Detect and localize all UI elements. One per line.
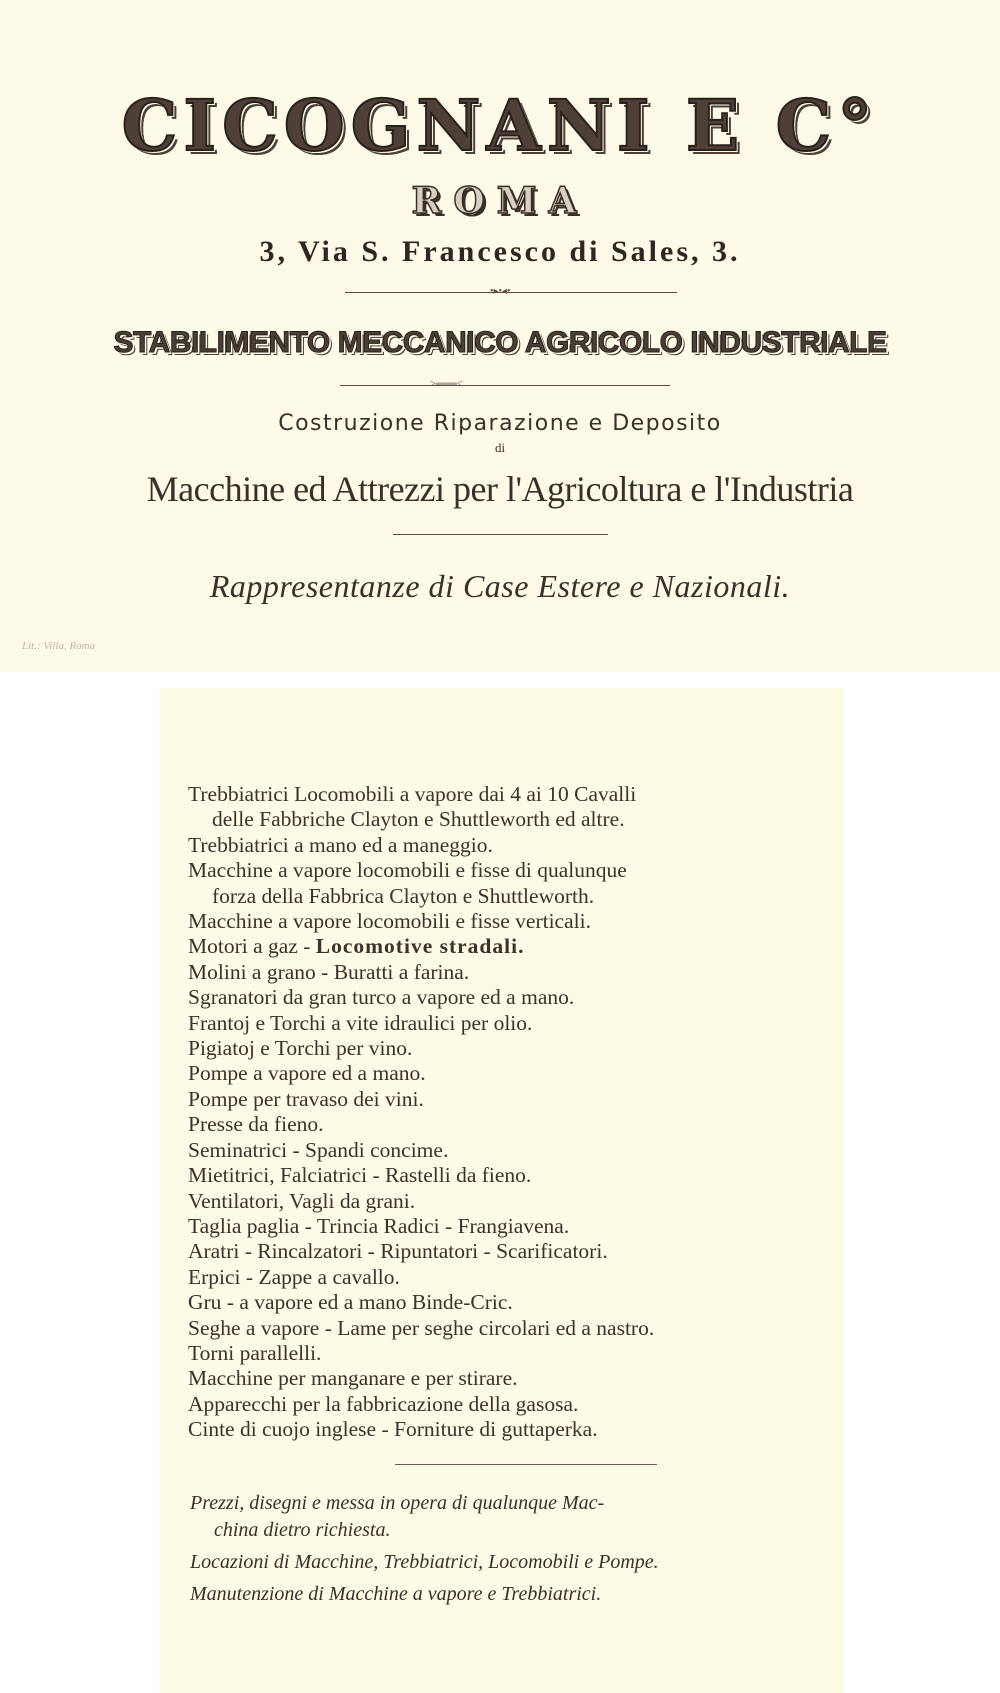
list-item: Taglia paglia - Trincia Radici - Frangiavena. <box>188 1213 570 1238</box>
note-line: Locazioni di Macchine, Trebbiatrici, Locomobili e Pompe. <box>190 1551 659 1573</box>
representation-line: Rappresentanze di Case Estere e Nazionali. <box>209 568 791 604</box>
address: 3, Via S. Francesco di Sales, 3. <box>259 235 741 268</box>
di-text: di <box>494 440 506 455</box>
list-item: Seminatrici - Spandi concime. <box>188 1137 449 1162</box>
note-line: china dietro richiesta. <box>214 1519 391 1541</box>
divider <box>345 292 677 293</box>
list-item: Trebbiatrici a mano ed a maneggio. <box>188 832 493 857</box>
services-line: Costruzione Riparazione e Deposito <box>278 411 722 436</box>
list-item: Gru - a vapore ed a mano Binde-Cric. <box>188 1290 513 1315</box>
list-item: Pigiatoj e Torchi per vino. <box>188 1036 413 1061</box>
list-item: Pompe a vapore ed a mano. <box>188 1061 426 1086</box>
list-item: Molini a grano - Buratti a farina. <box>188 959 470 984</box>
company-name: CICOGNANI E C° <box>121 84 879 167</box>
list-item: Frantoj e Torchi a vite idraulici per olio. <box>188 1010 533 1035</box>
divider <box>393 534 608 535</box>
list-item <box>188 934 654 959</box>
list-item-text: Motori a gaz - <box>188 934 316 959</box>
list-item: Sgranatori da gran turco a vapore ed a mano. <box>188 985 575 1010</box>
divider-ornament: >═══< <box>430 379 463 390</box>
list-item: Erpici - Zappe a cavallo. <box>188 1264 400 1289</box>
divider <box>340 385 670 386</box>
list-item: Aratri - Rincalzatori - Ripuntatori - Scarificatori. <box>188 1239 608 1264</box>
note-line: Manutenzione di Macchine a vapore e Trebbiatrici. <box>190 1583 602 1605</box>
note-line: Prezzi, disegni e messa in opera di qualunque Mac- <box>190 1492 605 1514</box>
list-item: Pompe per travaso dei vini. <box>188 1086 424 1111</box>
list-item: Macchine per manganare e per stirare. <box>188 1366 518 1391</box>
divider <box>395 1464 657 1465</box>
list-item: Ventilatori, Vagli da grani. <box>188 1188 416 1213</box>
list-item: Presse da fieno. <box>188 1112 324 1137</box>
list-item: Cinte di cuojo inglese - Forniture di guttaperka. <box>188 1417 598 1442</box>
list-item: Trebbiatrici Locomobili a vapore dai 4 ai 10 Cavalli <box>188 782 637 806</box>
list-item: Mietitrici, Falciatrici - Rastelli da fieno. <box>188 1163 532 1188</box>
list-item: forza della Fabbrica Clayton e Shuttleworth. <box>212 883 595 908</box>
notes <box>190 1490 659 1608</box>
list-item: Torni parallelli. <box>188 1340 322 1365</box>
list-item: Macchine a vapore locomobili e fisse di qualunque <box>188 858 627 883</box>
printer-mark: Lit.: Villa, Roma <box>22 640 96 652</box>
divider-ornament: •▸•◂• <box>490 286 511 297</box>
product-list <box>188 782 654 1443</box>
city: ROMA <box>411 180 589 222</box>
list-item-bold: Locomotive stradali. <box>315 934 525 959</box>
list-item: Apparecchi per la fabbricazione della gasosa. <box>188 1391 579 1416</box>
list-item: Macchine a vapore locomobili e fisse verticali. <box>188 909 591 934</box>
establishment-title: STABILIMENTO MECCANICO AGRICOLO INDUSTRIALE <box>113 326 887 359</box>
products-line: Macchine ed Attrezzi per l'Agricoltura e l'Industria <box>146 469 854 509</box>
list-item: Seghe a vapore - Lame per seghe circolari ed a nastro. <box>188 1315 655 1340</box>
list-item: delle Fabbriche Clayton e Shuttleworth ed altre. <box>212 807 625 832</box>
